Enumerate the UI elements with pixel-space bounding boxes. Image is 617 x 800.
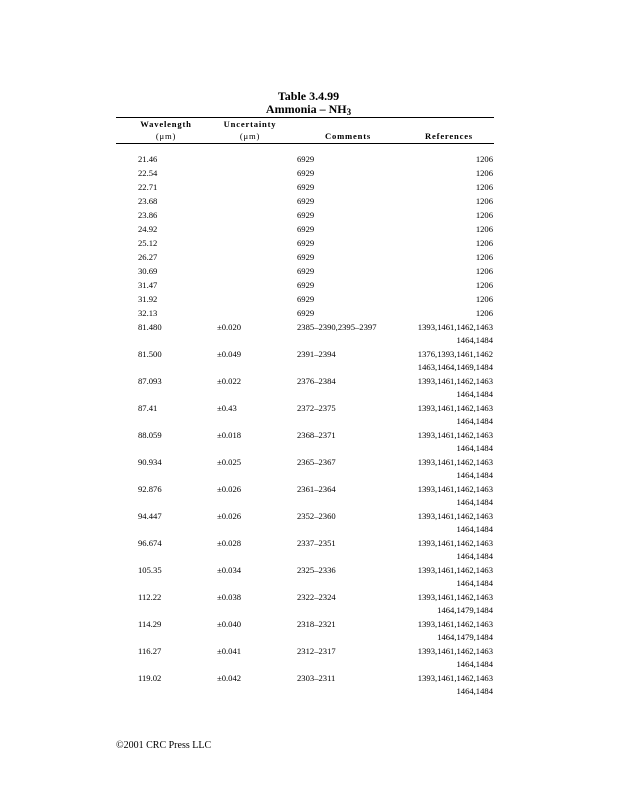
cell-comments: 2337–2351 <box>297 538 336 548</box>
cell-references: 1206 <box>475 154 493 164</box>
cell-references: 1206 <box>475 168 493 178</box>
table-row <box>0 618 617 645</box>
cell-references: 1393,1461,1462,1463 <box>417 565 493 575</box>
cell-uncertainty: ±0.038 <box>217 592 242 602</box>
table-row <box>0 209 617 223</box>
header-uncertainty-label: Uncertainty <box>223 119 277 129</box>
cell-uncertainty: ±0.026 <box>217 484 242 494</box>
table-subtitle-subscript: 3 <box>346 107 352 117</box>
cell-uncertainty: ±0.022 <box>217 376 242 386</box>
cell-references: 1393,1461,1462,1463 <box>417 457 493 467</box>
cell-uncertainty: ±0.041 <box>217 646 242 656</box>
cell-comments: 2312–2317 <box>297 646 336 656</box>
cell-comments: 6929 <box>297 168 315 178</box>
cell-wavelength: 81.480 <box>138 322 162 332</box>
cell-references: 1464,1484 <box>456 497 493 507</box>
table-row <box>0 591 617 618</box>
cell-references: 1463,1464,1469,1484 <box>417 362 493 372</box>
cell-references: 1464,1484 <box>456 659 493 669</box>
cell-wavelength: 32.13 <box>138 308 158 318</box>
cell-comments: 2352–2360 <box>297 511 336 521</box>
cell-comments: 6929 <box>297 154 315 164</box>
cell-references: 1464,1484 <box>456 686 493 696</box>
cell-uncertainty: ±0.018 <box>217 430 242 440</box>
cell-comments: 6929 <box>297 294 315 304</box>
table-row <box>0 375 617 402</box>
cell-uncertainty: ±0.025 <box>217 457 242 467</box>
table-row <box>0 265 617 279</box>
cell-wavelength: 31.47 <box>138 280 158 290</box>
table-body <box>0 153 617 699</box>
table-subtitle-main: Ammonia – NH <box>265 102 347 116</box>
cell-wavelength: 31.92 <box>138 294 158 304</box>
table-row <box>0 321 617 348</box>
header-wavelength-label: Wavelength <box>140 119 192 129</box>
copyright-footer: ©2001 CRC Press LLC <box>116 740 212 751</box>
cell-references: 1464,1484 <box>456 524 493 534</box>
cell-comments: 6929 <box>297 280 315 290</box>
cell-references: 1206 <box>475 182 493 192</box>
cell-references: 1464,1484 <box>456 389 493 399</box>
header-wavelength <box>122 118 210 142</box>
cell-uncertainty: ±0.026 <box>217 511 242 521</box>
cell-references: 1464,1484 <box>456 551 493 561</box>
table-row <box>0 402 617 429</box>
cell-references: 1206 <box>475 210 493 220</box>
cell-references: 1464,1479,1484 <box>437 605 493 615</box>
table-row <box>0 429 617 456</box>
cell-references: 1206 <box>475 266 493 276</box>
cell-references: 1206 <box>475 224 493 234</box>
table-row <box>0 293 617 307</box>
cell-comments: 6929 <box>297 196 315 206</box>
table-row <box>0 564 617 591</box>
cell-comments: 6929 <box>297 266 315 276</box>
table-row <box>0 223 617 237</box>
cell-wavelength: 23.86 <box>138 210 158 220</box>
cell-references: 1393,1461,1462,1463 <box>417 511 493 521</box>
cell-wavelength: 96.674 <box>138 538 162 548</box>
table-row <box>0 237 617 251</box>
header-references: References <box>425 131 473 141</box>
cell-references: 1206 <box>475 280 493 290</box>
cell-wavelength: 94.447 <box>138 511 162 521</box>
cell-wavelength: 87.093 <box>138 376 162 386</box>
cell-references: 1206 <box>475 308 493 318</box>
table-row <box>0 456 617 483</box>
cell-comments: 2318–2321 <box>297 619 336 629</box>
cell-wavelength: 21.46 <box>138 154 158 164</box>
table-row <box>0 510 617 537</box>
cell-wavelength: 114.29 <box>138 619 162 629</box>
table-row <box>0 195 617 209</box>
cell-comments: 2322–2324 <box>297 592 336 602</box>
cell-references: 1206 <box>475 196 493 206</box>
cell-references: 1393,1461,1462,1463 <box>417 403 493 413</box>
cell-wavelength: 26.27 <box>138 252 158 262</box>
cell-uncertainty: ±0.042 <box>217 673 242 683</box>
header-comments: Comments <box>324 131 372 141</box>
cell-references: 1393,1461,1462,1463 <box>417 376 493 386</box>
cell-wavelength: 88.059 <box>138 430 162 440</box>
table-row <box>0 672 617 699</box>
cell-uncertainty: ±0.034 <box>217 565 242 575</box>
table-row <box>0 645 617 672</box>
table-row <box>0 537 617 564</box>
cell-references: 1464,1484 <box>456 443 493 453</box>
cell-wavelength: 112.22 <box>138 592 162 602</box>
table-row <box>0 307 617 321</box>
header-uncertainty-unit: (μm) <box>239 131 261 141</box>
cell-references: 1464,1484 <box>456 470 493 480</box>
cell-references: 1206 <box>475 294 493 304</box>
cell-references: 1393,1461,1462,1463 <box>417 646 493 656</box>
table-row <box>0 279 617 293</box>
cell-wavelength: 116.27 <box>138 646 162 656</box>
header-wavelength-unit: (μm) <box>155 131 177 141</box>
cell-references: 1393,1461,1462,1463 <box>417 592 493 602</box>
cell-wavelength: 90.934 <box>138 457 162 467</box>
cell-comments: 6929 <box>297 238 315 248</box>
cell-comments: 2385–2390,2395–2397 <box>297 322 377 332</box>
cell-wavelength: 92.876 <box>138 484 162 494</box>
cell-uncertainty: ±0.43 <box>217 403 237 413</box>
cell-references: 1393,1461,1462,1463 <box>417 673 493 683</box>
cell-comments: 6929 <box>297 182 315 192</box>
cell-comments: 6929 <box>297 224 315 234</box>
cell-wavelength: 105.35 <box>138 565 162 575</box>
cell-comments: 2376–2384 <box>297 376 336 386</box>
table-caption <box>0 90 617 119</box>
cell-uncertainty: ±0.020 <box>217 322 242 332</box>
cell-references: 1393,1461,1462,1463 <box>417 619 493 629</box>
cell-references: 1464,1484 <box>456 335 493 345</box>
cell-comments: 2372–2375 <box>297 403 336 413</box>
cell-uncertainty: ±0.049 <box>217 349 242 359</box>
cell-comments: 2365–2367 <box>297 457 336 467</box>
cell-comments: 2361–2364 <box>297 484 336 494</box>
cell-references: 1464,1479,1484 <box>437 632 493 642</box>
table-row <box>0 167 617 181</box>
cell-uncertainty: ±0.028 <box>217 538 242 548</box>
cell-references: 1464,1484 <box>456 416 493 426</box>
cell-references: 1393,1461,1462,1463 <box>417 484 493 494</box>
table-title: Table 3.4.99 <box>277 89 340 103</box>
cell-comments: 6929 <box>297 252 315 262</box>
cell-comments: 6929 <box>297 308 315 318</box>
table-row <box>0 251 617 265</box>
cell-wavelength: 22.54 <box>138 168 158 178</box>
cell-wavelength: 30.69 <box>138 266 158 276</box>
table-row <box>0 483 617 510</box>
header-uncertainty <box>208 118 292 142</box>
cell-wavelength: 87.41 <box>138 403 158 413</box>
cell-references: 1393,1461,1462,1463 <box>417 322 493 332</box>
cell-wavelength: 119.02 <box>138 673 162 683</box>
header-bottom-rule <box>116 143 494 144</box>
cell-wavelength: 81.500 <box>138 349 162 359</box>
cell-comments: 2368–2371 <box>297 430 336 440</box>
table-row <box>0 181 617 195</box>
cell-references: 1376,1393,1461,1462 <box>417 349 493 359</box>
cell-wavelength: 24.92 <box>138 224 158 234</box>
cell-references: 1206 <box>475 252 493 262</box>
cell-uncertainty: ±0.040 <box>217 619 242 629</box>
cell-comments: 2325–2336 <box>297 565 336 575</box>
cell-wavelength: 25.12 <box>138 238 158 248</box>
table-row <box>0 153 617 167</box>
cell-wavelength: 22.71 <box>138 182 158 192</box>
cell-references: 1393,1461,1462,1463 <box>417 538 493 548</box>
cell-comments: 6929 <box>297 210 315 220</box>
table-row <box>0 348 617 375</box>
cell-references: 1464,1484 <box>456 578 493 588</box>
cell-comments: 2391–2394 <box>297 349 336 359</box>
cell-references: 1206 <box>475 238 493 248</box>
cell-wavelength: 23.68 <box>138 196 158 206</box>
cell-references: 1393,1461,1462,1463 <box>417 430 493 440</box>
cell-comments: 2303–2311 <box>297 673 336 683</box>
